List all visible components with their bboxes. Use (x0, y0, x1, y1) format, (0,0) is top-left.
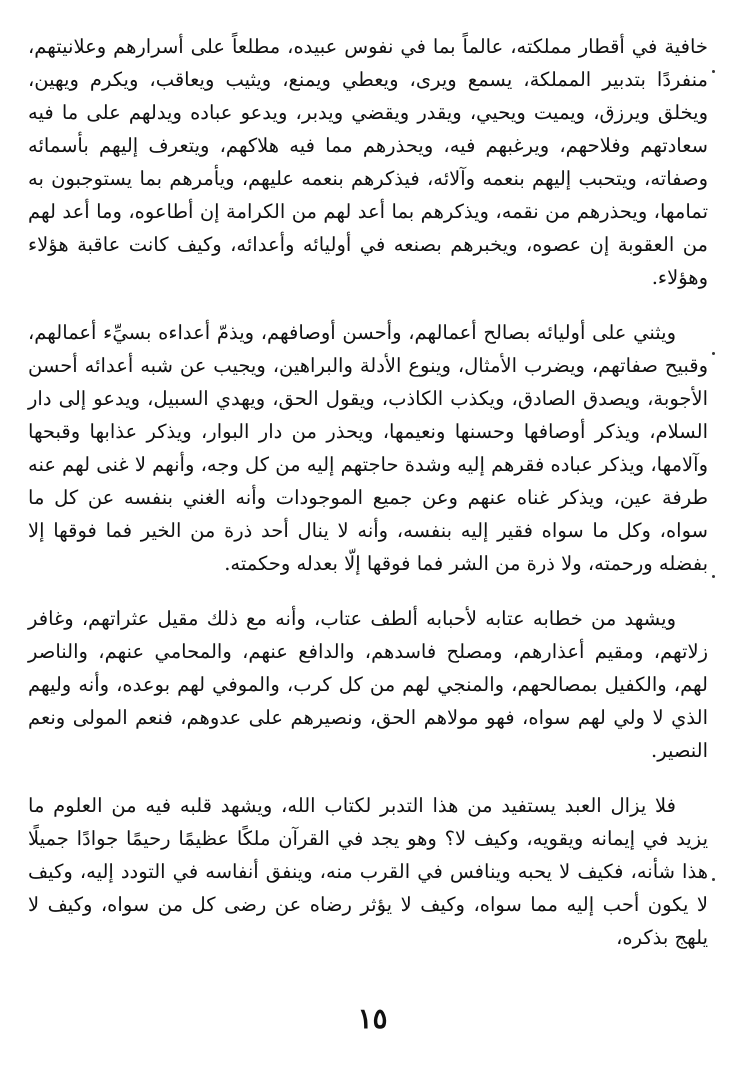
book-page (28, 30, 708, 1060)
page-number: ١٥ (357, 1002, 388, 1035)
paragraph-2: ويثني على أوليائه بصالح أعمالهم، وأحسن أوصافهم، ويذمّ أعداءه بسيِّء أعمالهم، وقبيح صفاتهم، ويضرب الأمثال، وينوع الأدلة والبراهين، ويجيب عن شبه أعدائه أحسن الأجوبة، ويصدق الصادق، ويكذب الكاذب، ويقول الحق، ويهدي السبيل، ويدعو إلى دار السلام، ويذكر أوصافها وحسنها ونعيمها، ويحذر من دار البوار، ويذكر عذابها وقبحها وآلامها، ويذكر عباده فقرهم إليه وشدة حاجتهم إليه من كل وجه، وأنهم لا غنى لهم عنه طرفة عين، ويذكر غناه عنهم وعن جميع الموجودات وأنه الغني بنفسه عن كل ما سواه، وكل ما سواه فقير إليه بنفسه، وأنه لا ينال أحد ذرة من الخير فما فوقها إلا بفضله ورحمته، ولا ذرة من الشر فما فوقها إلّا بعدله وحكمته. (28, 321, 708, 575)
scan-mark (712, 575, 715, 578)
scan-mark (712, 878, 715, 881)
paragraph-1: خافية في أقطار مملكته، عالماً بما في نفوس عبيده، مطلعاً على أسرارهم وعلانيتهم، منفردًا بتدبير المملكة، يسمع ويرى، ويعطي ويمنع، ويثيب ويعاقب، ويكرم ويهين، ويخلق ويرزق، ويميت ويحيي، ويقدر ويقضي ويدبر، ويدعو عباده ويدلهم على ما فيه سعادتهم وفلاحهم، ويرغبهم فيه، ويحذرهم مما فيه هلاكهم، ويتعرف إليهم بأسمائه وصفاته، ويتحبب إليهم بنعمه وآلائه، فيذكرهم بنعمه عليهم، ويأمرهم بما يستوجبون به تمامها، ويحذرهم من نقمه، ويذكرهم بما أعد لهم من الكرامة إن أطاعوه، وما أعد لهم من العقوبة إن عصوه، ويخبرهم بصنعه في أوليائه وأعدائه، وكيف كانت عاقبة هؤلاء وهؤلاء. (28, 35, 708, 289)
body-text (28, 30, 708, 954)
scan-mark (712, 352, 715, 355)
paragraph-3: ويشهد من خطابه عتابه لأحبابه ألطف عتاب، وأنه مع ذلك مقيل عثراتهم، وغافر زلاتهم، ومقيم أعذارهم، ومصلح فاسدهم، والدافع عنهم، والمحامي عنهم، والناصر لهم، والكفيل بمصالحهم، والمنجي لهم من كل كرب، والموفي لهم بوعده، وأنه وليهم الذي لا ولي لهم سواه، فهو مولاهم الحق، ونصيرهم على عدوهم، فنعم المولى ونعم النصير. (28, 607, 708, 762)
paragraph-4: فلا يزال العبد يستفيد من هذا التدبر لكتاب الله، ويشهد قلبه فيه من العلوم ما يزيد في إيمانه ويقويه، وكيف لا؟ وهو يجد في القرآن ملكًا عظيمًا رحيمًا جوادًا جميلًا هذا شأنه، فكيف لا يحبه وينافس في القرب منه، وينفق أنفاسه في التودد إليه، وكيف لا يكون أحب إليه مما سواه، وكيف لا يؤثر رضاه عن رضى كل من سواه، وكيف لا يلهج بذكره، (28, 794, 708, 949)
scan-mark (712, 70, 715, 73)
